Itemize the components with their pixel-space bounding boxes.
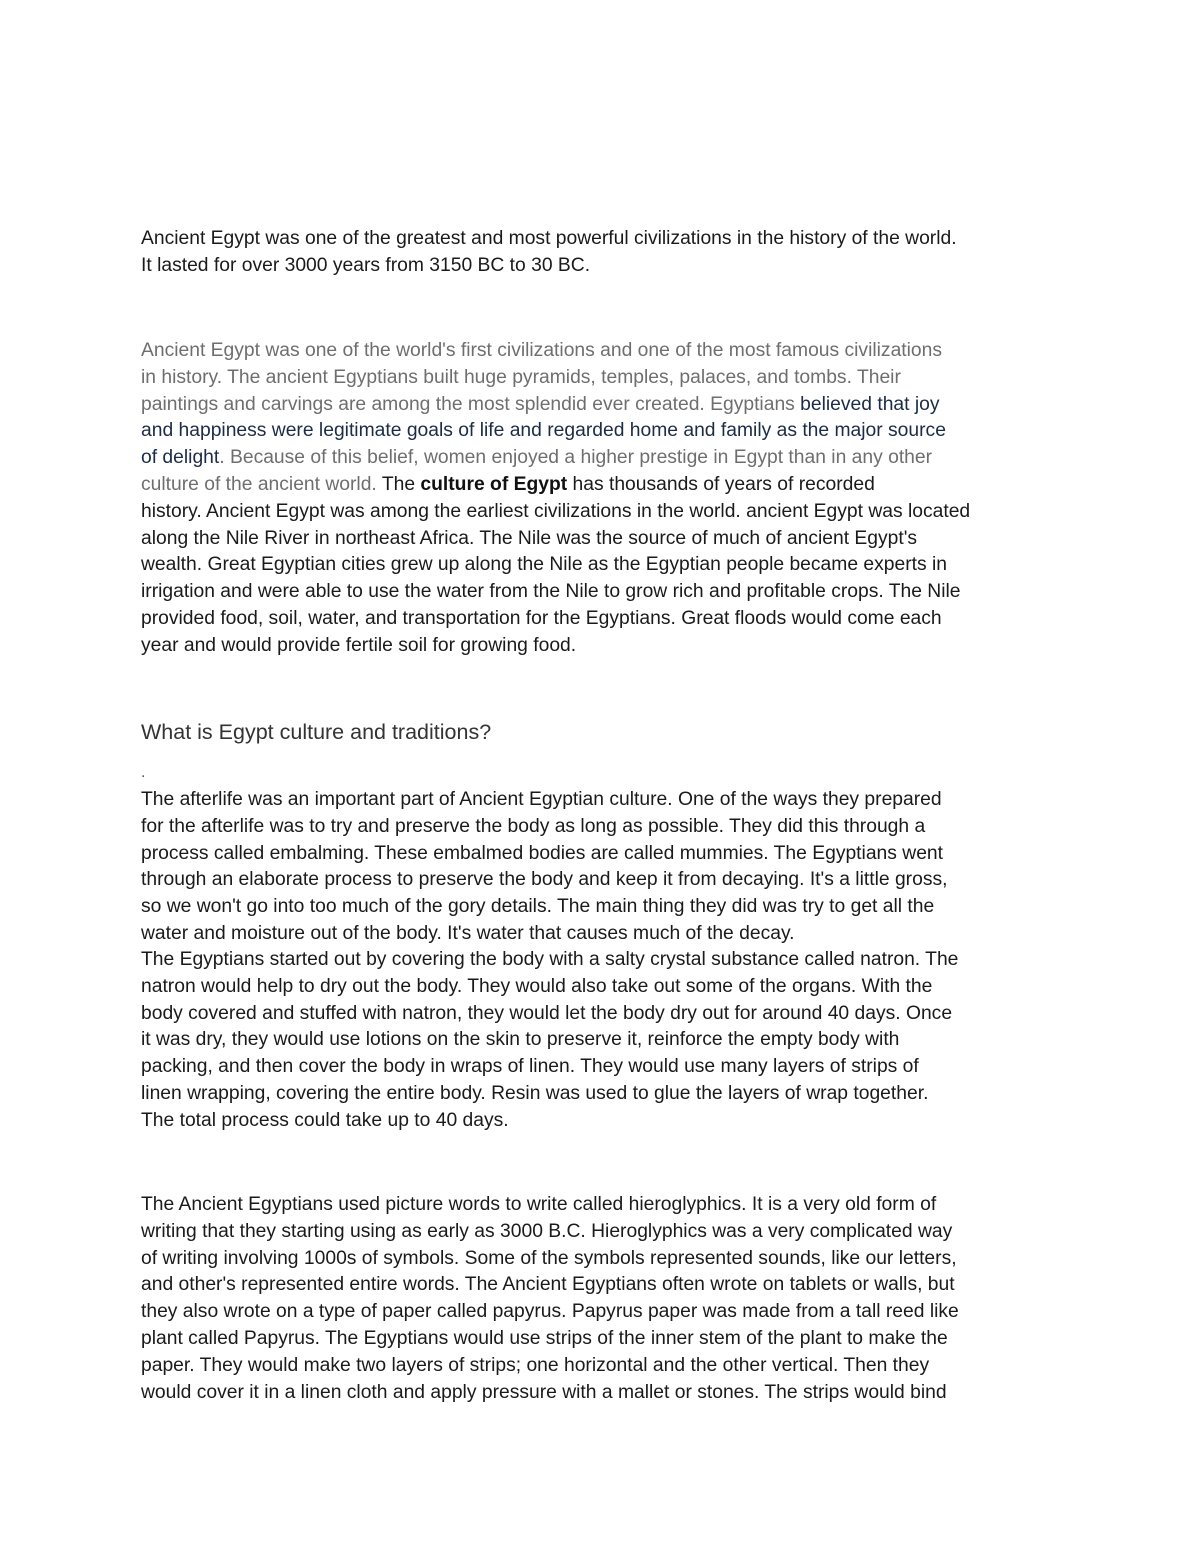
- hieroglyphics-line: would cover it in a linen cloth and apply pressure with a mallet or stones. The strips would bind: [141, 1381, 947, 1403]
- afterlife-line: for the afterlife was to try and preserve the body as long as possible. They did this through a: [141, 815, 926, 837]
- afterlife-line: The afterlife was an important part of Ancient Egyptian culture. One of the ways they prepared: [141, 789, 942, 810]
- history-line-6-grey: culture of the ancient world.: [141, 473, 382, 495]
- history-line-11: provided food, soil, water, and transportation for the Egyptians. Great floods would come each: [141, 607, 942, 629]
- afterlife-line: through an elaborate process to preserve the body and keep it from decaying. It's a little gross,: [141, 869, 948, 891]
- history-line-3-grey: paintings and carvings are among the most splendid ever created. Egyptians: [141, 393, 801, 415]
- hieroglyphics-line: of writing involving 1000s of symbols. Some of the symbols represented sounds, like our letters,: [141, 1247, 957, 1269]
- embalming-line: natron would help to dry out the body. They would also take out some of the organs. With the: [141, 975, 933, 997]
- dot-marker: .: [141, 764, 146, 781]
- hieroglyphics-line: writing that they starting using as early as 3000 B.C. Hieroglyphics was a very complicated way: [141, 1220, 953, 1242]
- culture-heading: What is Egypt culture and traditions?: [141, 720, 492, 744]
- history-line-5-grey: . Because of this belief, women enjoyed a higher prestige in Egypt than in any other: [219, 447, 933, 469]
- afterlife-line: so we won't go into too much of the gory details. The main thing they did was try to get all the: [141, 896, 935, 918]
- history-line-6: [141, 472, 1071, 499]
- embalming-line: it was dry, they would use lotions on the skin to preserve it, reinforce the empty body with: [141, 1029, 900, 1051]
- history-line-6-rest: has thousands of years of recorded: [567, 473, 875, 495]
- history-line-3-navy: believed that joy: [800, 393, 940, 415]
- hieroglyphics-line: they also wrote on a type of paper called papyrus. Papyrus paper was made from a tall reed like: [141, 1301, 959, 1323]
- embalming-line: The Egyptians started out by covering the body with a salty crystal substance called natron. The: [141, 949, 959, 970]
- history-line-3: [141, 392, 1071, 419]
- history-line-4: and happiness were legitimate goals of life and regarded home and family as the major source: [141, 420, 946, 442]
- embalming-line: linen wrapping, covering the entire body. Resin was used to glue the layers of wrap together.: [141, 1082, 929, 1104]
- history-line-9: wealth. Great Egyptian cities grew up along the Nile as the Egyptian people became experts in: [141, 554, 947, 576]
- hieroglyphics-line: plant called Papyrus. The Egyptians would use strips of the inner stem of the plant to make the: [141, 1327, 948, 1349]
- intro-line-2: It lasted for over 3000 years from 3150 BC to 30 BC.: [141, 254, 591, 276]
- afterlife-line: water and moisture out of the body. It's water that causes much of the decay.: [141, 922, 795, 944]
- hieroglyphics-line: paper. They would make two layers of strips; one horizontal and the other vertical. Then they: [141, 1354, 930, 1376]
- intro-line-1: Ancient Egypt was one of the greatest and most powerful civilizations in the history of the world.: [141, 228, 957, 249]
- embalming-paragraph: [141, 947, 1071, 1135]
- history-line-8: along the Nile River in northeast Africa. The Nile was the source of much of ancient Egypt's: [141, 527, 918, 549]
- history-line-5-navy: of delight: [141, 447, 220, 469]
- history-line-10: irrigation and were able to use the water from the Nile to grow rich and profitable crops. The Nile: [141, 581, 961, 603]
- embalming-line: packing, and then cover the body in wraps of linen. They would use many layers of strips of: [141, 1056, 919, 1078]
- afterlife-paragraph: [141, 787, 1071, 948]
- history-line-2: in history. The ancient Egyptians built huge pyramids, temples, palaces, and tombs. Their: [141, 366, 901, 388]
- embalming-line: body covered and stuffed with natron, they would let the body dry out for around 40 days. Once: [141, 1002, 953, 1024]
- history-line-7: history. Ancient Egypt was among the earliest civilizations in the world. ancient Egypt was located: [141, 500, 971, 522]
- embalming-line: The total process could take up to 40 days.: [141, 1109, 509, 1131]
- culture-of-egypt-bold: culture of Egypt: [420, 473, 568, 495]
- intro-paragraph: [141, 226, 1071, 280]
- history-line-5: [141, 445, 1071, 472]
- history-line-1: Ancient Egypt was one of the world's first civilizations and one of the most famous civilizations: [141, 340, 943, 361]
- hieroglyphics-line: The Ancient Egyptians used picture words to write called hieroglyphics. It is a very old form of: [141, 1194, 937, 1215]
- hieroglyphics-line: and other's represented entire words. The Ancient Egyptians often wrote on tablets or walls, but: [141, 1274, 955, 1296]
- hieroglyphics-paragraph: [141, 1192, 1071, 1406]
- history-line-12: year and would provide fertile soil for growing food.: [141, 634, 577, 656]
- history-line-6-the: The: [381, 473, 421, 495]
- history-paragraph: [141, 338, 1071, 660]
- afterlife-line: process called embalming. These embalmed bodies are called mummies. The Egyptians went: [141, 842, 943, 864]
